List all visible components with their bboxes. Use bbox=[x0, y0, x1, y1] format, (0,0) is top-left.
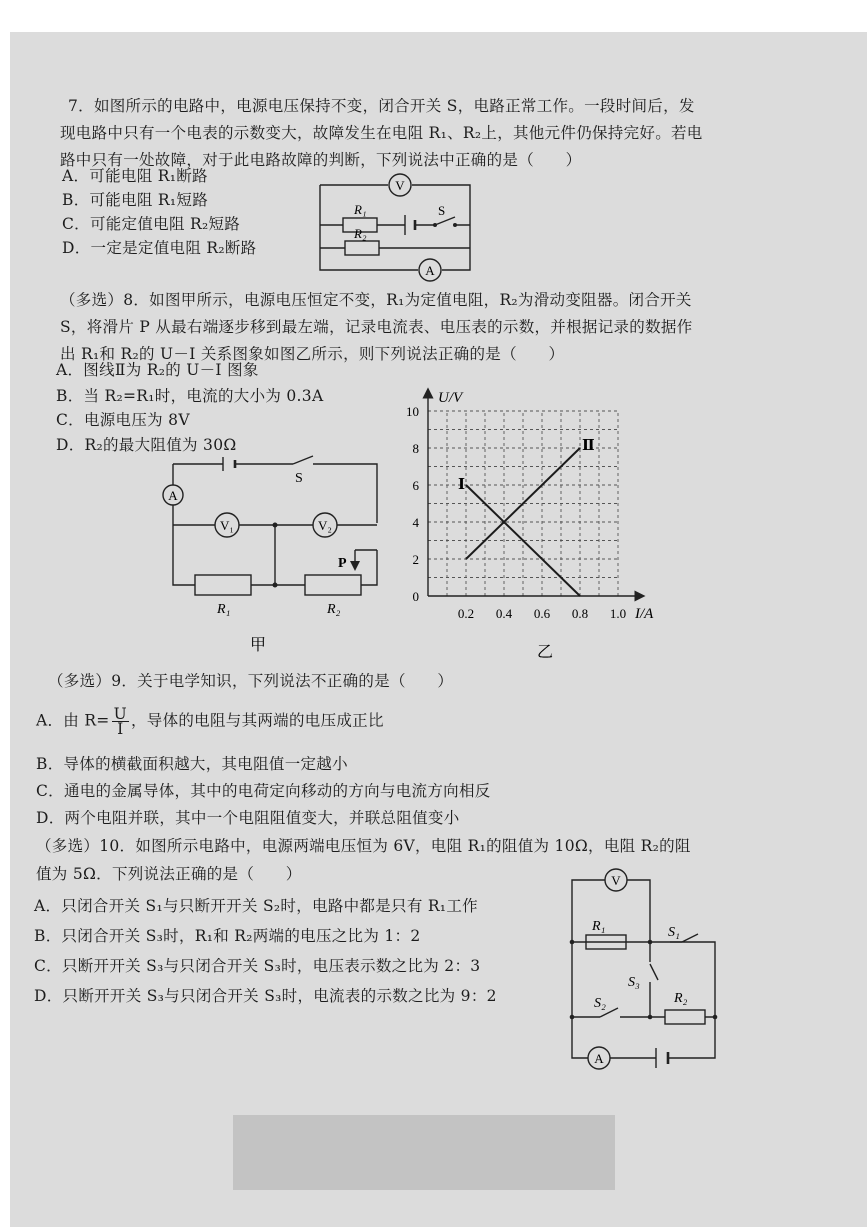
q9-option-a-prefix: A．由 R= bbox=[36, 711, 110, 730]
y-tick-label: 10 bbox=[406, 404, 419, 419]
q8-caption-jia: 甲 bbox=[250, 637, 267, 654]
q9-option-b[interactable]: B．导体的横截面积越大，其电阻值一定越小 bbox=[36, 755, 348, 773]
q7-r2-label: R₂ bbox=[354, 226, 367, 241]
q10-option-d[interactable]: D．只断开开关 S₃与只闭合开关 S₃时，电流表的示数之比为 9：2 bbox=[34, 987, 497, 1005]
x-tick-label: 1.0 bbox=[609, 606, 627, 621]
q8-stem-line-1: （多选）8．如图甲所示，电源电压恒定不变，R₁为定值电阻，R₂为滑动变阻器。闭合开关 bbox=[60, 291, 692, 309]
series-label-2: Ⅱ bbox=[582, 438, 595, 454]
y-tick-label: 2 bbox=[412, 552, 419, 567]
q9-formula-fraction bbox=[112, 707, 129, 736]
q7-voltmeter-label: V bbox=[395, 178, 405, 193]
q10-r1-label: R₁ bbox=[592, 919, 606, 934]
q9-option-a-suffix: ，导体的电阻与其两端的电压成正比 bbox=[130, 711, 384, 730]
q7-option-b[interactable]: B．可能电阻 R₁短路 bbox=[62, 191, 209, 209]
q7-option-d[interactable]: D．一定是定值电阻 R₂断路 bbox=[62, 239, 257, 257]
y-tick-label: 8 bbox=[412, 441, 419, 456]
q8-switch-label: S bbox=[295, 471, 303, 486]
y-tick-label: 4 bbox=[412, 515, 419, 530]
q7-stem-line-1: 7．如图所示的电路中，电源电压保持不变，闭合开关 S，电路正常工作。一段时间后，发 bbox=[68, 97, 695, 115]
q9-option-d[interactable]: D．两个电阻并联，其中一个电阻阻值变大，并联总阻值变小 bbox=[36, 809, 460, 827]
q8-r1-label: R₁ bbox=[217, 602, 231, 617]
q10-ammeter-label: A bbox=[594, 1051, 604, 1066]
q8-stem-line-3: 出 R₁和 R₂的 U－I 关系图象如图乙所示，则下列说法正确的是（ ） bbox=[60, 345, 565, 363]
q7-ammeter-label: A bbox=[425, 263, 435, 278]
y-tick-label: 0 bbox=[412, 589, 419, 604]
y-tick-label: 6 bbox=[412, 478, 419, 493]
x-tick-label: 0.4 bbox=[495, 606, 513, 621]
x-tick-label: 0.6 bbox=[533, 606, 551, 621]
x-axis-label: I/A bbox=[635, 606, 654, 622]
q10-option-a[interactable]: A．只闭合开关 S₁与只断开开关 S₂时，电路中都是只有 R₁工作 bbox=[34, 897, 478, 915]
q9-fraction-denominator: I bbox=[117, 720, 124, 738]
q10-r2-label: R₂ bbox=[674, 991, 688, 1006]
redaction-block bbox=[233, 1115, 615, 1190]
q7-stem-line-3: 路中只有一处故障，对于此电路故障的判断，下列说法中正确的是（ ） bbox=[60, 151, 582, 169]
q8-option-c[interactable]: C．电源电压为 8V bbox=[56, 411, 190, 429]
series-label-1: Ⅰ bbox=[458, 477, 466, 493]
q8-stem-line-2: S，将滑片 P 从最右端逐步移到最左端，记录电流表、电压表的示数，并根据记录的数据作 bbox=[60, 318, 693, 336]
q7-r1-label: R₁ bbox=[354, 202, 367, 217]
q7-option-a[interactable]: A．可能电阻 R₁断路 bbox=[62, 167, 208, 185]
q8-ammeter-label: A bbox=[168, 488, 178, 503]
x-tick-label: 0.8 bbox=[571, 606, 589, 621]
q9-fraction-numerator: U bbox=[113, 705, 127, 723]
q8-option-d[interactable]: D．R₂的最大阻值为 30Ω bbox=[56, 436, 237, 454]
q7-stem-line-2: 现电路中只有一个电表的示数变大，故障发生在电阻 R₁、R₂上，其他元件仍保持完好。若电 bbox=[60, 124, 703, 142]
q10-stem-line-1: （多选）10．如图所示电路中，电源两端电压恒为 6V，电阻 R₁的阻值为 10Ω，电阻 R₂的阻 bbox=[36, 837, 691, 855]
q10-s3-label: S₃ bbox=[628, 975, 640, 990]
q9-stem: （多选）9．关于电学知识，下列说法不正确的是（ ） bbox=[48, 672, 454, 690]
q10-option-b[interactable]: B．只闭合开关 S₃时，R₁和 R₂两端的电压之比为 1：2 bbox=[34, 927, 421, 945]
q10-stem-line-2: 值为 5Ω．下列说法正确的是（ ） bbox=[36, 865, 302, 883]
q7-switch-label: S bbox=[438, 203, 446, 218]
q8-r2-label: R₂ bbox=[327, 602, 341, 617]
q8-circuit-jia bbox=[155, 455, 390, 655]
q10-s1-label: S₁ bbox=[668, 925, 680, 940]
y-axis-label: U/V bbox=[438, 390, 463, 406]
q9-option-a[interactable] bbox=[36, 707, 384, 736]
q9-option-c[interactable]: C．通电的金属导体，其中的电荷定向移动的方向与电流方向相反 bbox=[36, 782, 491, 800]
q10-circuit-diagram bbox=[560, 862, 725, 1082]
ui-chart bbox=[395, 382, 675, 662]
q8-v2-label: V₂ bbox=[318, 518, 332, 533]
q8-option-b[interactable]: B．当 R₂=R₁时，电流的大小为 0.3A bbox=[56, 387, 324, 405]
q8-option-a[interactable]: A．图线Ⅱ为 R₂的 U－I 图象 bbox=[56, 361, 259, 379]
x-tick-label: 0.2 bbox=[457, 606, 475, 621]
q8-slider-p-label: P bbox=[338, 556, 347, 571]
q10-option-c[interactable]: C．只断开开关 S₃与只闭合开关 S₃时，电压表示数之比为 2：3 bbox=[34, 957, 481, 975]
q10-s2-label: S₂ bbox=[594, 996, 606, 1011]
q7-option-c[interactable]: C．可能定值电阻 R₂短路 bbox=[62, 215, 241, 233]
q7-circuit-diagram bbox=[310, 170, 480, 282]
q10-voltmeter-label: V bbox=[611, 873, 621, 888]
q8-v1-label: V₁ bbox=[220, 518, 234, 533]
chart-caption-yi: 乙 bbox=[536, 644, 554, 661]
